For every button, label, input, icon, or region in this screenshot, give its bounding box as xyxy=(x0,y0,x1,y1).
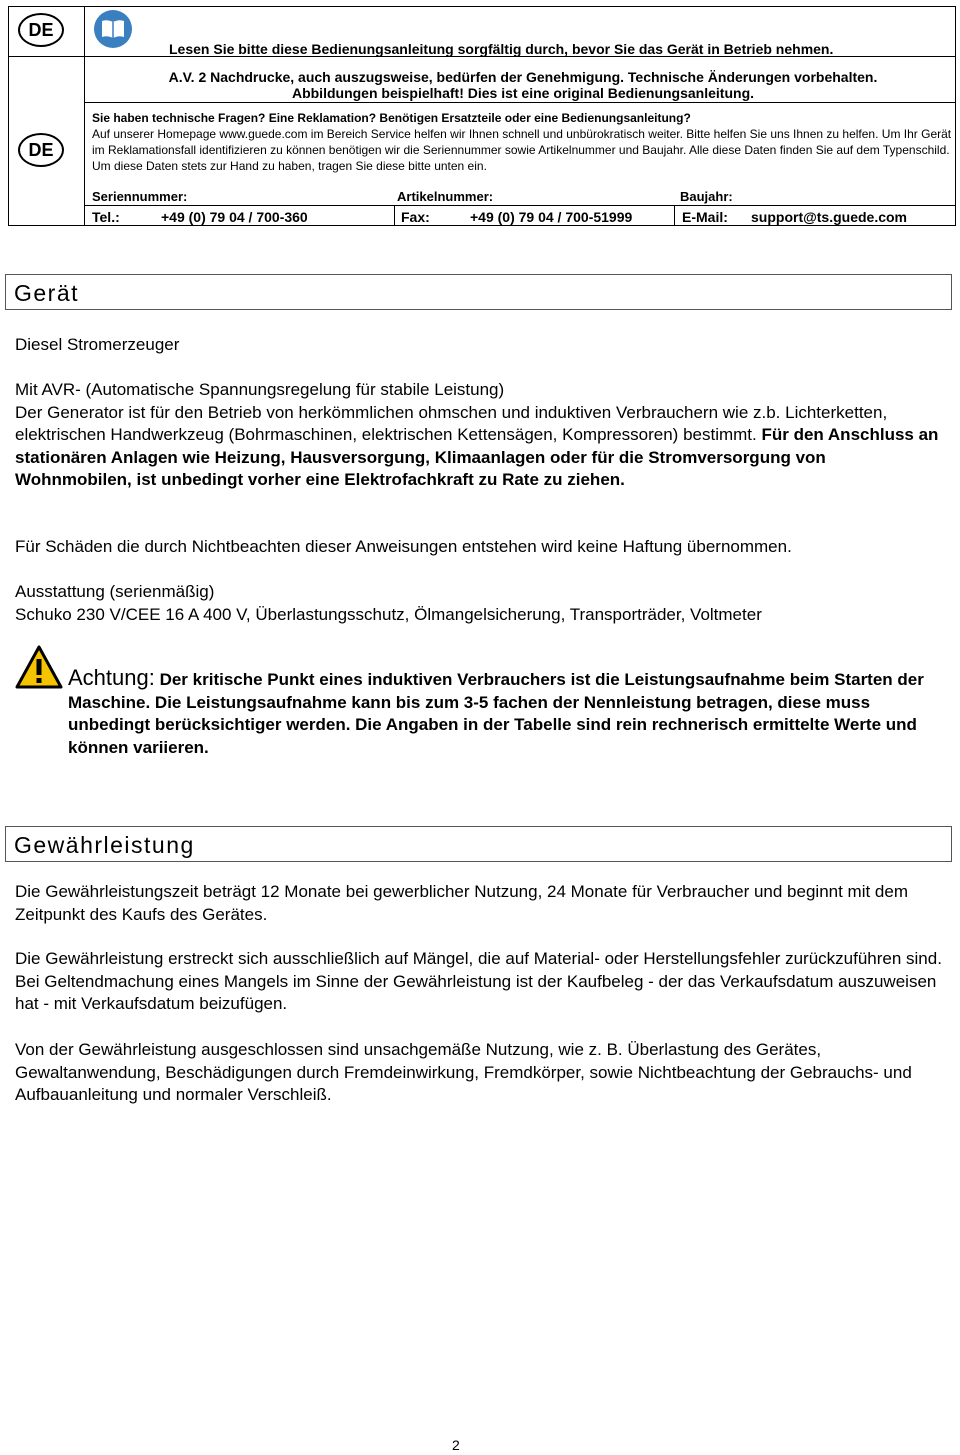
article-number-label: Artikelnummer: xyxy=(397,189,494,204)
warranty-paragraph-1: Die Gewährleistungszeit beträgt 12 Monate bei gewerblicher Nutzung, 24 Monate für Verbraucher und beginnt mit dem Zeitpunkt des Kaufs des Gerätes. xyxy=(15,882,909,924)
tel-label: Tel.: xyxy=(92,209,120,225)
equipment-suffix: (serienmäßig) xyxy=(109,582,215,601)
page-number: 2 xyxy=(452,1437,460,1453)
avr-heading: Mit AVR- (Automatische Spannungsregelung für stabile Leistung) xyxy=(15,380,505,399)
email-value: support@ts.guede.com xyxy=(751,209,907,225)
section-title-device: Gerät xyxy=(5,274,952,310)
equipment-list: Schuko 230 V/CEE 16 A 400 V, Überlastungsschutz, Ölmangelsicherung, Transporträder, Voltmeter xyxy=(15,604,762,624)
contact-row xyxy=(84,205,955,226)
warranty-paragraph-3: Von der Gewährleistung ausgeschlossen sind unsachgemäße Nutzung, wie z. B. Überlastung des Gerätes, Gewaltanwendung, Beschädigungen durch Fremdeinwirkung, Fremdkörper, sowie Nichtbeachtung der Gebrauchs- und Aufbauanleitung und normaler Verschleiß. xyxy=(15,1040,912,1104)
read-manual-notice: Lesen Sie bitte diese Bedienungsanleitung sorgfältig durch, bevor Sie das Gerät in Betrieb nehmen. xyxy=(169,41,834,57)
language-badge-top: DE xyxy=(18,13,64,47)
year-label: Baujahr: xyxy=(680,189,733,204)
liability-notice: Für Schäden die durch Nichtbeachten dieser Anweisungen entstehen wird keine Haftung übernommen. xyxy=(15,537,792,556)
language-badge-middle: DE xyxy=(18,133,64,167)
warning-triangle-icon xyxy=(15,645,63,694)
copyright-notice xyxy=(92,69,954,101)
equipment-block xyxy=(15,581,945,626)
support-paragraph: Auf unserer Homepage www.guede.com im Bereich Service helfen wir Ihnen schnell und unbürokratisch weiter. Bitte helfen Sie uns Ihnen zu helfen. Um Ihr Gerät im Reklamationsfall identifizieren zu können benötigen wir die Seriennummer sowie Artikelnummer und Baujahr. Alle diese Daten finden Sie auf dem Typenschild. Um diese Daten stets zur Hand zu haben, tragen Sie diese bitte unten ein. xyxy=(92,127,952,173)
copyright-line-1: A.V. 2 Nachdrucke, auch auszugsweise, bedürfen der Genehmigung. Technische Änderungen vorbehalten. xyxy=(168,69,878,85)
header-box xyxy=(8,6,956,226)
manual-book-icon xyxy=(94,10,132,48)
support-info xyxy=(92,110,952,174)
section-title-warranty: Gewährleistung xyxy=(5,826,952,862)
email-label: E-Mail: xyxy=(682,209,728,225)
warning-block xyxy=(68,667,938,759)
copyright-line-2: Abbildungen beispielhaft! Dies ist eine original Bedienungsanleitung. xyxy=(291,85,755,101)
fax-label: Fax: xyxy=(401,209,430,225)
tel-value: +49 (0) 79 04 / 700-360 xyxy=(161,209,308,225)
warning-label: Achtung: xyxy=(68,665,155,690)
support-question: Sie haben technische Fragen? Eine Reklamation? Benötigen Ersatzteile oder eine Bedienungsanleitung? xyxy=(92,111,691,125)
warranty-paragraph-2: Die Gewährleistung erstreckt sich ausschließlich auf Mängel, die auf Material- oder Herstellungsfehler zurückzuführen sind. Bei Geltendmachung eines Mangels im Sinne der Gewährleistung ist der Kaufbeleg - der das Verkaufsdatum auszuweisen hat - mit Verkaufsdatum beizufügen. xyxy=(15,949,942,1013)
contact-separator xyxy=(674,206,675,226)
header-divider-middle xyxy=(84,102,955,103)
equipment-label: Ausstattung xyxy=(15,582,105,601)
avr-warning-text: Für den Anschluss an stationären Anlagen wie Heizung, Hausversorgung, Klimaanlagen oder für die Stromversorgung von Wohnmobilen, ist unbedingt vorher eine Elektrofachkraft zu Rate zu ziehen. xyxy=(15,425,939,489)
warning-text: Der kritische Punkt eines induktiven Verbrauchers ist die Leistungsaufnahme beim Starten der Maschine. Die Leistungsaufnahme kann bis zum 3-5 fachen der Nennleistung betragen, diese muss unbedingt berücksichtiger werden. Die Angaben in der Tabelle sind rein rechnerisch ermittelte Werte und können variieren. xyxy=(68,670,924,757)
serial-number-label: Seriennummer: xyxy=(92,189,188,204)
fax-value: +49 (0) 79 04 / 700-51999 xyxy=(470,209,633,225)
contact-separator xyxy=(394,206,395,226)
avr-block xyxy=(15,379,945,492)
header-divider-vertical xyxy=(84,7,85,225)
device-subtitle: Diesel Stromerzeuger xyxy=(15,335,180,354)
avr-text: Der Generator ist für den Betrieb von herkömmlichen ohmschen und induktiven Verbrauchern wie z.b. Lichterketten, elektrischen Handwerkzeug (Bohrmaschinen, elektrischen Kettensägen, Kompressoren) bestimmt. xyxy=(15,402,888,444)
